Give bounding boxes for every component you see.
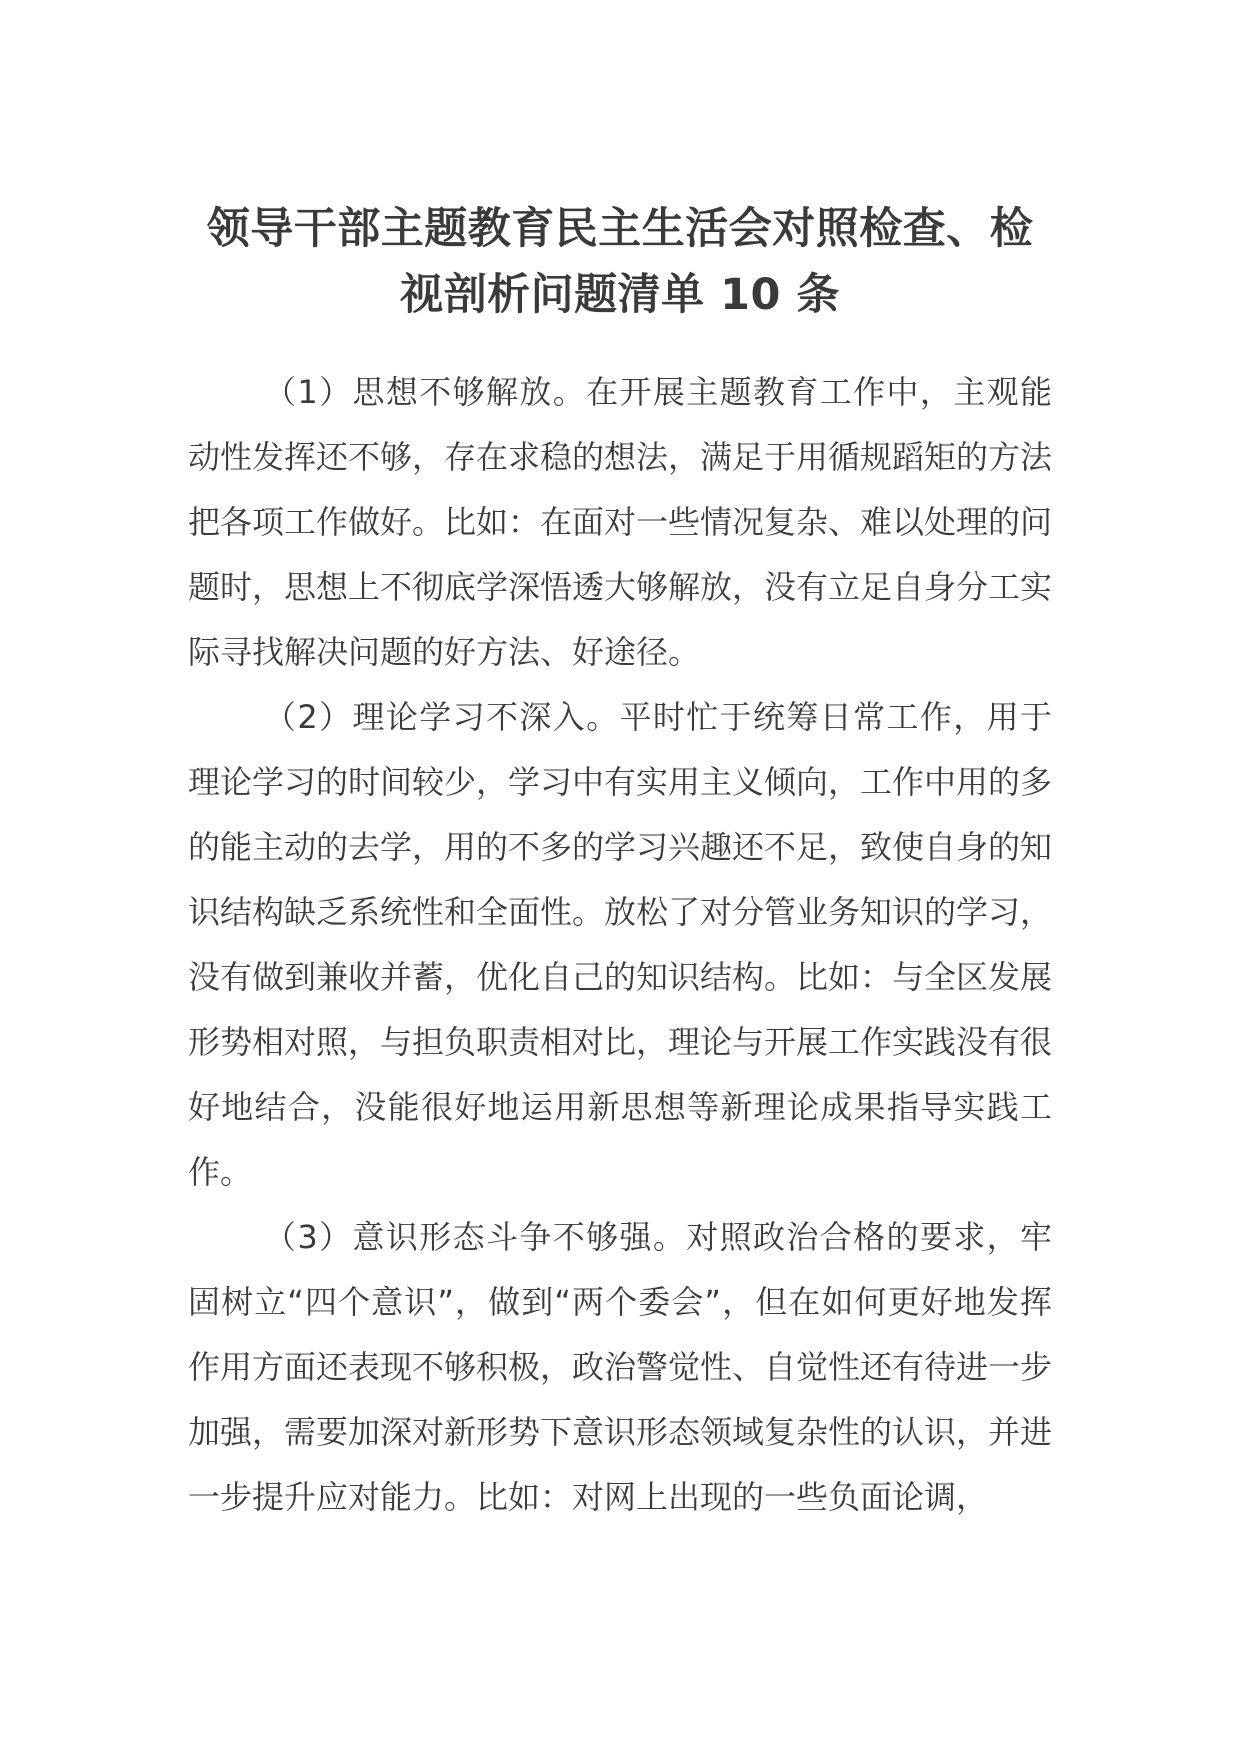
paragraph-1: （1）思想不够解放。在开展主题教育工作中，主观能动性发挥还不够，存在求稳的想法，满足于用循规蹈矩的方法把各项工作做好。比如：在面对一些情况复杂、难以处理的问题时，思想上不彻底学深悟透大够解放，没有立足自身分工实际寻找解决问题的好方法、好途径。 (188, 373, 1053, 671)
paragraph-2: （2）理论学习不深入。平时忙于统筹日常工作，用于理论学习的时间较少，学习中有实用主义倾向，工作中用的多的能主动的去学，用的不多的学习兴趣还不足，致使自身的知识结构缺乏系统性和全面性。放松了对分管业务知识的学习，没有做到兼收并蓄，优化自己的知识结构。比如：与全区发展形势相对照，与担负职责相对比，理论与开展工作实践没有很好地结合，没能很好地运用新思想等新理论成果指导实践工作。 (188, 698, 1053, 1191)
document-body (188, 360, 1052, 1530)
document-title: 领导干部主题教育民主生活会对照检查、检视剖析问题清单 10 条 (206, 204, 1034, 320)
paragraph-3: （3）意识形态斗争不够强。对照政治合格的要求，牢固树立“四个意识”，做到“两个委会”，但在如何更好地发挥作用方面还表现不够积极，政治警觉性、自觉性还有待进一步加强，需要加深对新形势下意识形态领域复杂性的认识，并进一步提升应对能力。比如：对网上出现的一些负面论调， (188, 1218, 1053, 1516)
